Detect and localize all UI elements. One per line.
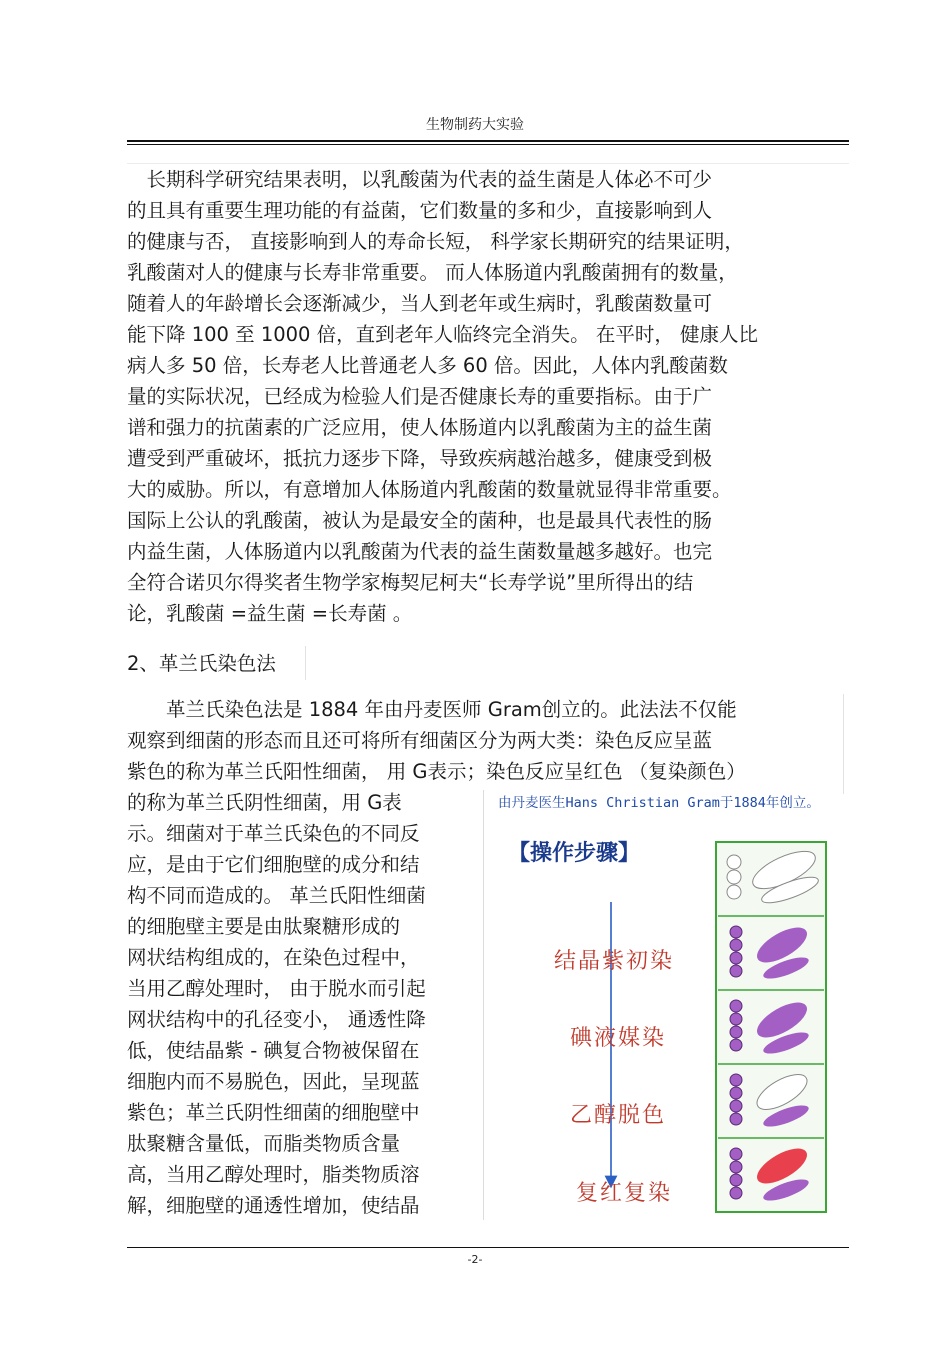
intro-line: 论，乳酸菌 =益生菌 =长寿菌 。: [127, 602, 413, 625]
step-label: 结晶紫初染: [554, 949, 675, 974]
gram-line: 构不同而造成的。 革兰氏阳性细菌: [127, 884, 426, 907]
page-number: -2-: [467, 1253, 483, 1266]
intro-line: 随着人的年龄增长会逐渐减少，当人到老年或生病时，乳酸菌数量可: [127, 292, 713, 315]
intro-line: 国际上公认的乳酸菌，被认为是最安全的菌种，也是最具代表性的肠: [127, 509, 713, 532]
figure-caption: 由丹麦医生Hans Christian Gram于1884年创立。: [498, 795, 820, 811]
intro-line: 内益生菌，人体肠道内以乳酸菌为代表的益生菌数量越多越好。也完: [127, 540, 713, 563]
intro-line: 的且具有重要生理功能的有益菌，它们数量的多和少，直接影响到人: [127, 199, 713, 222]
figure-title: 【操作步骤】: [508, 841, 641, 866]
gram-line: 革兰氏染色法是 1884 年由丹麦医师 Gram创立的。此法法不仅能: [127, 698, 737, 721]
step-label: 复红复染: [576, 1181, 673, 1206]
gram-line: 紫色的称为革兰氏阳性细菌， 用 G表示；染色反应呈红色 （复染颜色）: [127, 760, 746, 783]
gram-line: 细胞内而不易脱色，因此，呈现蓝: [127, 1070, 420, 1093]
paragraph-divider: [843, 694, 844, 794]
gram-line: 的称为革兰氏阴性细菌，用 G表: [127, 791, 402, 814]
intro-line: 病人多 50 倍，长寿老人比普通老人多 60 倍。因此，人体内乳酸菌数: [127, 354, 728, 377]
gram-paragraph-full: [127, 694, 849, 787]
intro-line: 谱和强力的抗菌素的广泛应用，使人体肠道内以乳酸菌为主的益生菌: [127, 416, 713, 439]
intro-line: 大的威胁。所以，有意增加人体肠道内乳酸菌的数量就显得非常重要。: [127, 478, 732, 501]
gram-line: 高，当用乙醇处理时，脂类物质溶: [127, 1163, 420, 1186]
gram-line: 的细胞壁主要是由肽聚糖形成的: [127, 915, 401, 938]
intro-line: 乳酸菌对人的健康与长寿非常重要。 而人体肠道内乳酸菌拥有的数量，: [127, 261, 738, 284]
intro-line: 能下降 100 至 1000 倍，直到老年人临终完全消失。 在平时， 健康人比: [127, 323, 759, 346]
gram-line: 网状结构组成的，在染色过程中，: [127, 946, 420, 969]
gram-line: 当用乙醇处理时， 由于脱水而引起: [127, 977, 426, 1000]
step-label: 碘液媒染: [570, 1026, 667, 1051]
intro-line: 长期科学研究结果表明，以乳酸菌为代表的益生菌是人体必不可少: [127, 168, 713, 191]
header-rule-thick: [127, 140, 849, 142]
footer-rule: [127, 1247, 849, 1248]
gram-line: 应，是由于它们细胞壁的成分和结: [127, 853, 420, 876]
gram-stain-figure: [484, 790, 846, 1220]
running-header: 生物制药大实验: [426, 117, 524, 133]
intro-paragraph: [127, 164, 849, 629]
gram-line: 紫色；革兰氏阴性细菌的细胞壁中: [127, 1101, 420, 1124]
stain-panel: [716, 842, 826, 1212]
intro-line: 的健康与否， 直接影响到人的寿命长短， 科学家长期研究的结果证明，: [127, 230, 744, 253]
gram-line: 观察到细菌的形态而且还可将所有细菌区分为两大类：染色反应呈蓝: [127, 729, 713, 752]
gram-line: 肽聚糖含量低，而脂类物质含量: [127, 1132, 401, 1155]
section-heading: 2、革兰氏染色法: [127, 652, 276, 675]
gram-paragraph-narrow: [127, 787, 477, 1221]
intro-line: 量的实际状况，已经成为检验人们是否健康长寿的重要指标。由于广: [127, 385, 713, 408]
step-label: 乙醇脱色: [570, 1103, 667, 1128]
gram-line: 解，细胞壁的通透性增加，使结晶: [127, 1194, 420, 1217]
gram-line: 网状结构中的孔径变小， 通透性降: [127, 1008, 426, 1031]
header-rule-thin: [127, 144, 849, 145]
heading-divider: [305, 646, 306, 680]
gram-line: 低，使结晶紫 - 碘复合物被保留在: [127, 1039, 420, 1062]
gram-line: 示。细菌对于革兰氏染色的不同反: [127, 822, 420, 845]
intro-line: 全符合诺贝尔得奖者生物学家梅契尼柯夫“长寿学说”里所得出的结: [127, 571, 694, 594]
intro-line: 遭受到严重破坏，抵抗力逐步下降，导致疾病越治越多，健康受到极: [127, 447, 713, 470]
